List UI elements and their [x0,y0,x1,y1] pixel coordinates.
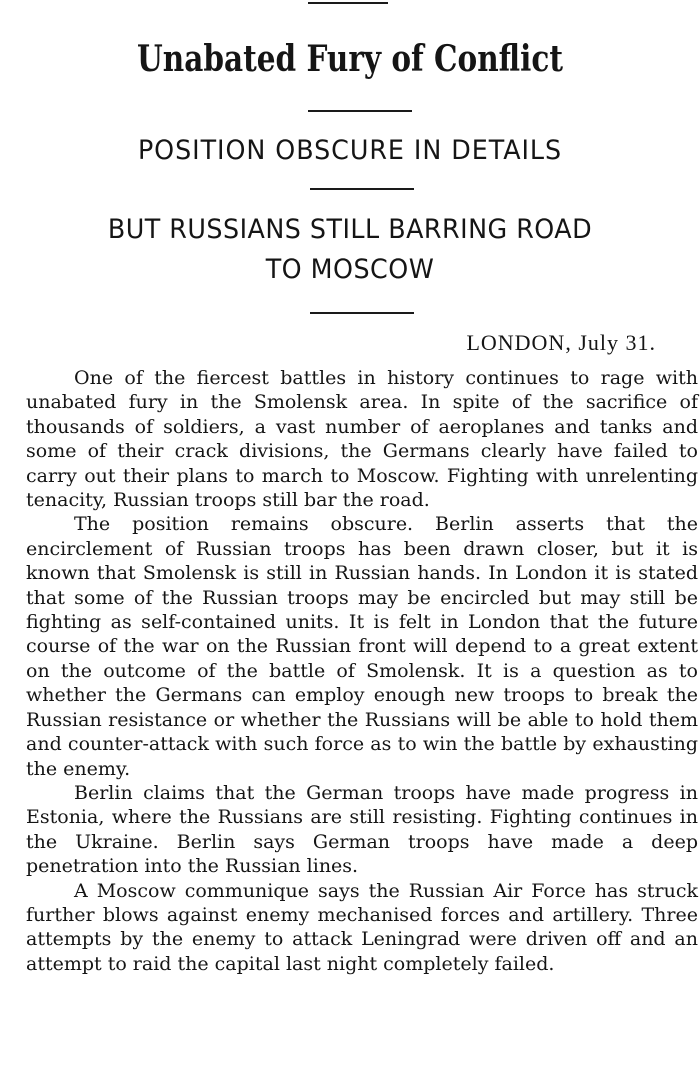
subheading-2 [21,210,679,290]
article-paragraph: One of the fiercest battles in history continues to rage with unabated fury in the Smolensk area. In spite of the sacrifice of thousands of soldiers, a vast number of aeroplanes and tanks and some of their crack divisions, the Germans clearly have failed to carry out their plans to march to Moscow. Fighting with unrelenting tenacity, Russian troops still bar the road. [26,367,698,512]
top-rule [308,2,388,4]
article-body [26,366,698,976]
article-paragraph: A Moscow communique says the Russian Air Force has struck further blows against enemy mechanised forces and artillery. Three attempts by the enemy to attack Leningrad were driven off and an attempt to raid the capital last night completely failed. [26,879,698,975]
divider-rule [308,110,412,112]
dateline: LONDON, July 31. [466,330,656,355]
article-paragraph: The position remains obscure. Berlin asserts that the encirclement of Russian troops has been drawn closer, but it is known that Smolensk is still in Russian hands. In London it is stated that some of the Russian troops may be encircled but may still be fighting as self-contained units. It is felt in London that the future course of the war on the Russian front will depend to a great extent on the outcome of the battle of Smolensk. It is a question as to whether the Germans can employ enough new troops to break the Russian resistance or whether the Russians will be able to hold them and counter-attack with such force as to win the battle by exhausting the enemy. [26,513,698,780]
headline: Unabated Fury of Conflict [137,38,563,80]
divider-rule [310,188,414,190]
subheading-1: POSITION OBSCURE IN DETAILS [137,135,563,166]
article-paragraph: Berlin claims that the German troops have made progress in Estonia, where the Russians are still resisting. Fighting continues in the Ukraine. Berlin says German troops have made a deep penetration into the Russian lines. [26,781,698,878]
subheading-2-text: BUT RUSSIANS STILL BARRING ROAD TO MOSCOW [107,214,593,285]
divider-rule [310,312,414,314]
